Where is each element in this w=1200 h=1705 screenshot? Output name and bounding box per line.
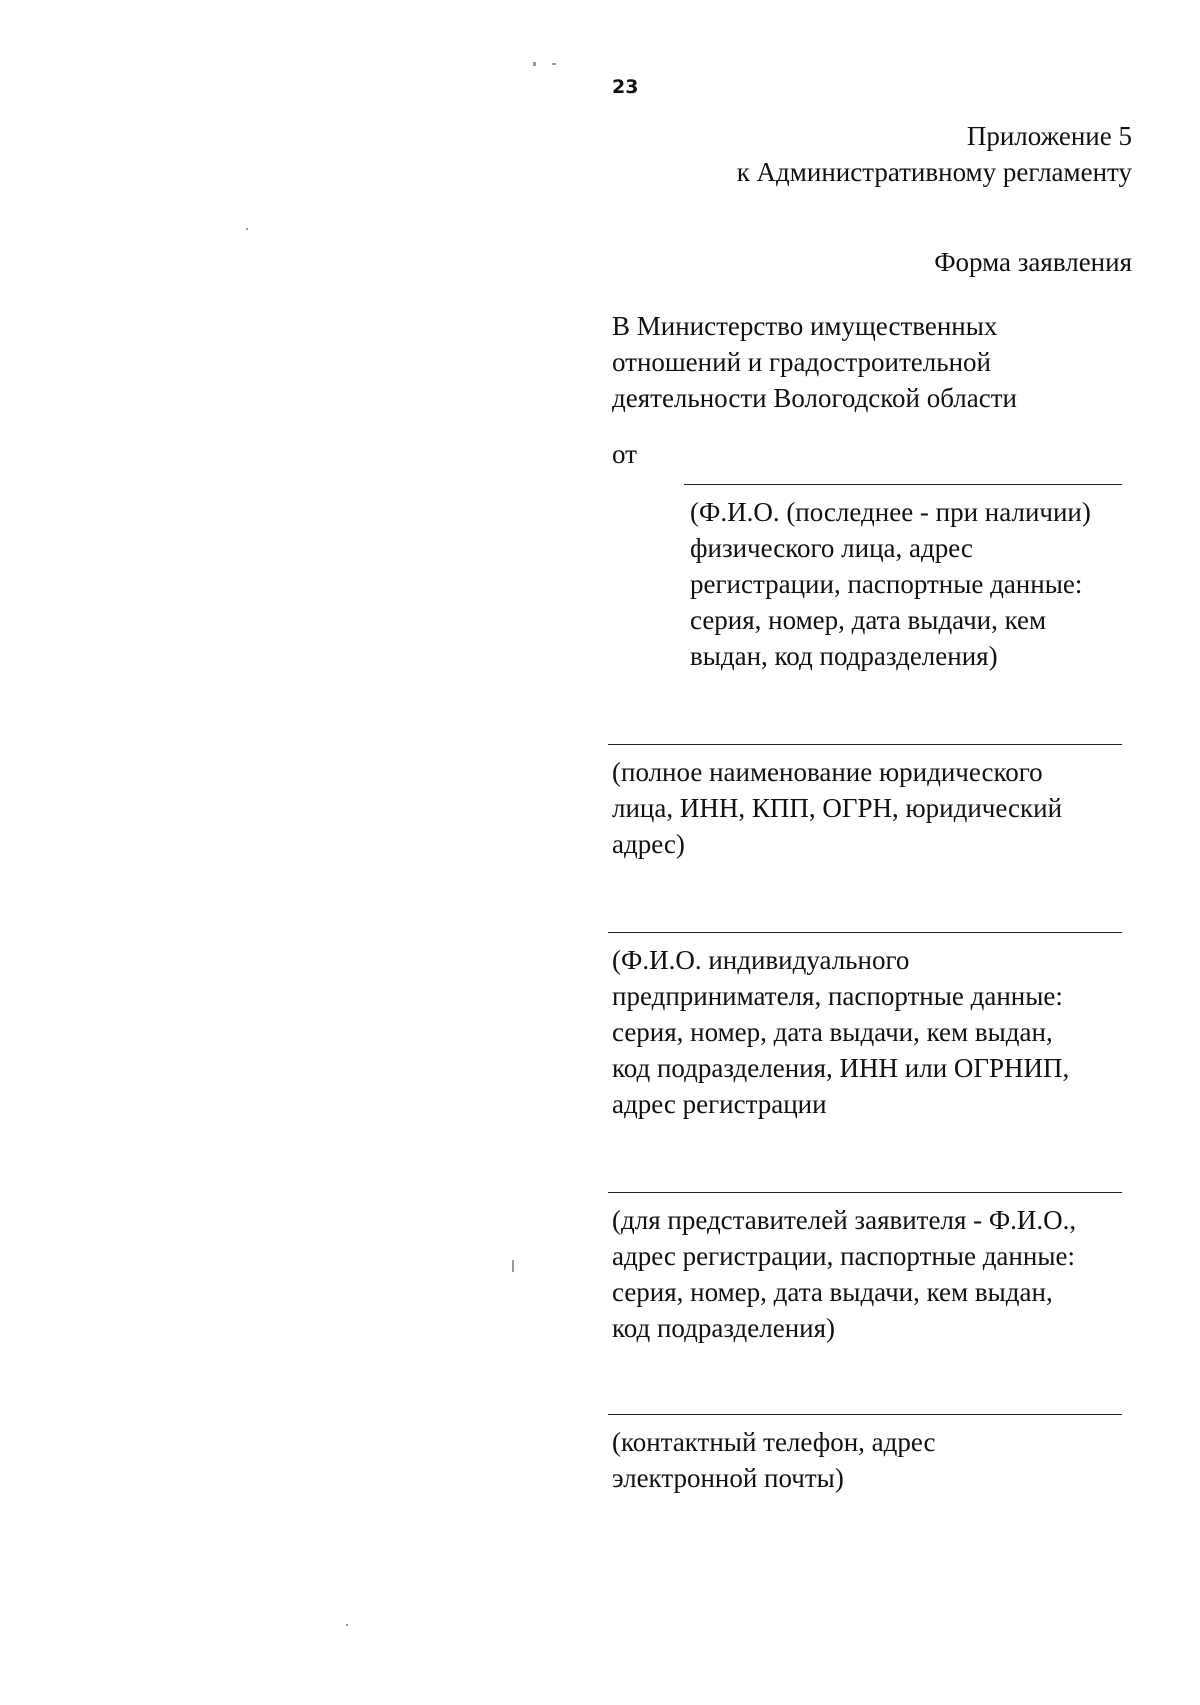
scan-speck [533,62,536,66]
scan-speck [346,1624,348,1626]
appendix-line: к Административному регламенту [736,157,1132,187]
hint-line: выдан, код подразделения) [690,641,998,671]
applicant-representative-hint [612,1202,1076,1346]
hint-line: (для представителей заявителя - Ф.И.О., [612,1205,1077,1235]
hint-line: (контактный телефон, адрес [612,1427,936,1457]
hint-line: серия, номер, дата выдачи, кем [690,605,1047,635]
addressee-line: деятельности Вологодской области [612,383,1017,413]
hint-line: лица, ИНН, КПП, ОГРН, юридический [612,793,1063,823]
form-title: Форма заявления [934,247,1132,277]
page-number: 23 [612,76,639,98]
applicant-individual-field[interactable] [684,484,1122,485]
hint-line: код подразделения, ИНН или ОГРНИП, [612,1053,1070,1083]
scan-speck [512,1260,514,1272]
applicant-individual-hint [690,494,1091,674]
hint-line: адрес) [612,829,685,859]
hint-line: (Ф.И.О. индивидуального [612,945,910,975]
addressee-line: В Министерство имущественных [612,311,998,341]
appendix-line: Приложение 5 [966,121,1132,151]
scan-speck [552,63,556,65]
applicant-entrepreneur-field[interactable] [608,932,1122,933]
hint-line: адрес регистрации, паспортные данные: [612,1241,1075,1271]
hint-line: регистрации, паспортные данные: [690,569,1083,599]
hint-line: серия, номер, дата выдачи, кем выдан, [612,1017,1053,1047]
scan-speck [246,228,248,230]
applicant-legal-entity-field[interactable] [608,744,1122,745]
hint-line: предпринимателя, паспортные данные: [612,981,1063,1011]
applicant-representative-field[interactable] [608,1192,1122,1193]
hint-line: электронной почты) [612,1463,844,1493]
appendix-reference [737,118,1132,190]
applicant-legal-entity-hint [612,754,1062,862]
from-label: от [612,439,637,469]
hint-line: серия, номер, дата выдачи, кем выдан, [612,1277,1053,1307]
addressee-line: отношений и градостроительной [612,347,991,377]
addressee-block [612,308,1132,416]
hint-line: физического лица, адрес [690,533,973,563]
applicant-contacts-field[interactable] [608,1414,1122,1415]
hint-line: код подразделения) [612,1313,836,1343]
applicant-contacts-hint [612,1424,936,1496]
hint-line: адрес регистрации [612,1089,827,1119]
applicant-entrepreneur-hint [612,942,1069,1122]
hint-line: (Ф.И.О. (последнее - при наличии) [690,497,1091,527]
hint-line: (полное наименование юридического [612,757,1043,787]
